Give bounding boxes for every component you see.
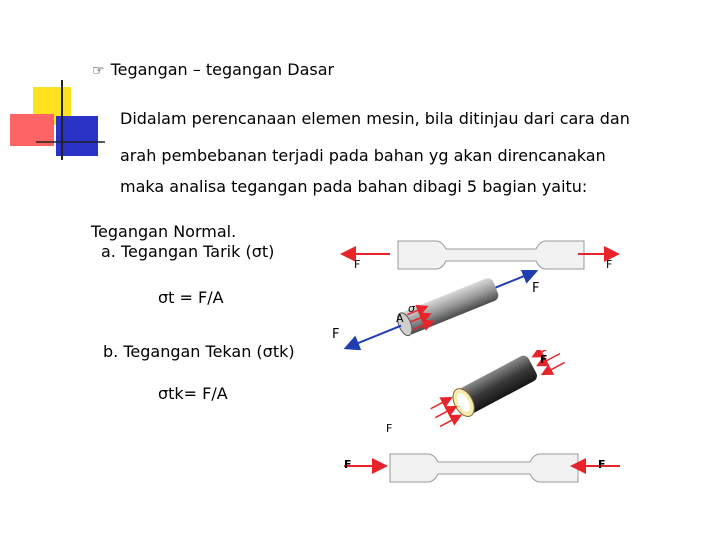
- area-label: A: [396, 312, 404, 325]
- pointing-hand-icon: ☞: [92, 63, 105, 79]
- force-label-lower-2: F: [386, 422, 393, 435]
- red-square: [10, 114, 54, 146]
- slide-title-text: Tegangan – tegangan Dasar: [110, 60, 335, 79]
- compression-rod-figure: [380, 350, 580, 440]
- force-label-upper-2: F: [540, 353, 548, 366]
- compressive-stress-title: b. Tegangan Tekan (σtk): [103, 342, 295, 361]
- decorative-squares: [0, 0, 110, 170]
- compress-arrow-3: [440, 416, 459, 426]
- normal-stress-heading: Tegangan Normal.: [91, 222, 237, 241]
- intro-line-1: Didalam perencanaan elemen mesin, bila ditinjau dari cara dan: [120, 109, 630, 128]
- tension-rod-figure: [320, 270, 560, 350]
- compress-arrow-1: [431, 398, 450, 408]
- intro-line-2: arah pembebanan terjadi pada bahan yg akan direncanakan: [120, 146, 606, 165]
- compressive-specimen-figure: [340, 450, 620, 490]
- force-label-right-2: F: [598, 458, 606, 471]
- force-label-left: F: [354, 258, 361, 271]
- tensile-stress-title: a. Tegangan Tarik (σt): [101, 242, 275, 261]
- intro-line-3: maka analisa tegangan pada bahan dibagi 5 bagian yaitu:: [120, 177, 588, 196]
- force-label-left-2: F: [344, 458, 352, 471]
- slide-title: [92, 60, 334, 79]
- compress-arrow-2: [435, 407, 454, 417]
- blue-force-arrow-left: [347, 326, 401, 348]
- sigma-label: σ: [408, 302, 415, 315]
- compressive-stress-formula: σtk= F/A: [158, 384, 228, 403]
- blue-force-arrow-right: [496, 272, 535, 288]
- force-label-right: F: [606, 258, 613, 271]
- force-label-lower: F: [332, 327, 340, 342]
- tensile-stress-formula: σt = F/A: [158, 288, 224, 307]
- specimen-outline-2: [390, 454, 578, 482]
- force-label-upper: F: [532, 281, 540, 296]
- specimen-outline: [398, 241, 584, 269]
